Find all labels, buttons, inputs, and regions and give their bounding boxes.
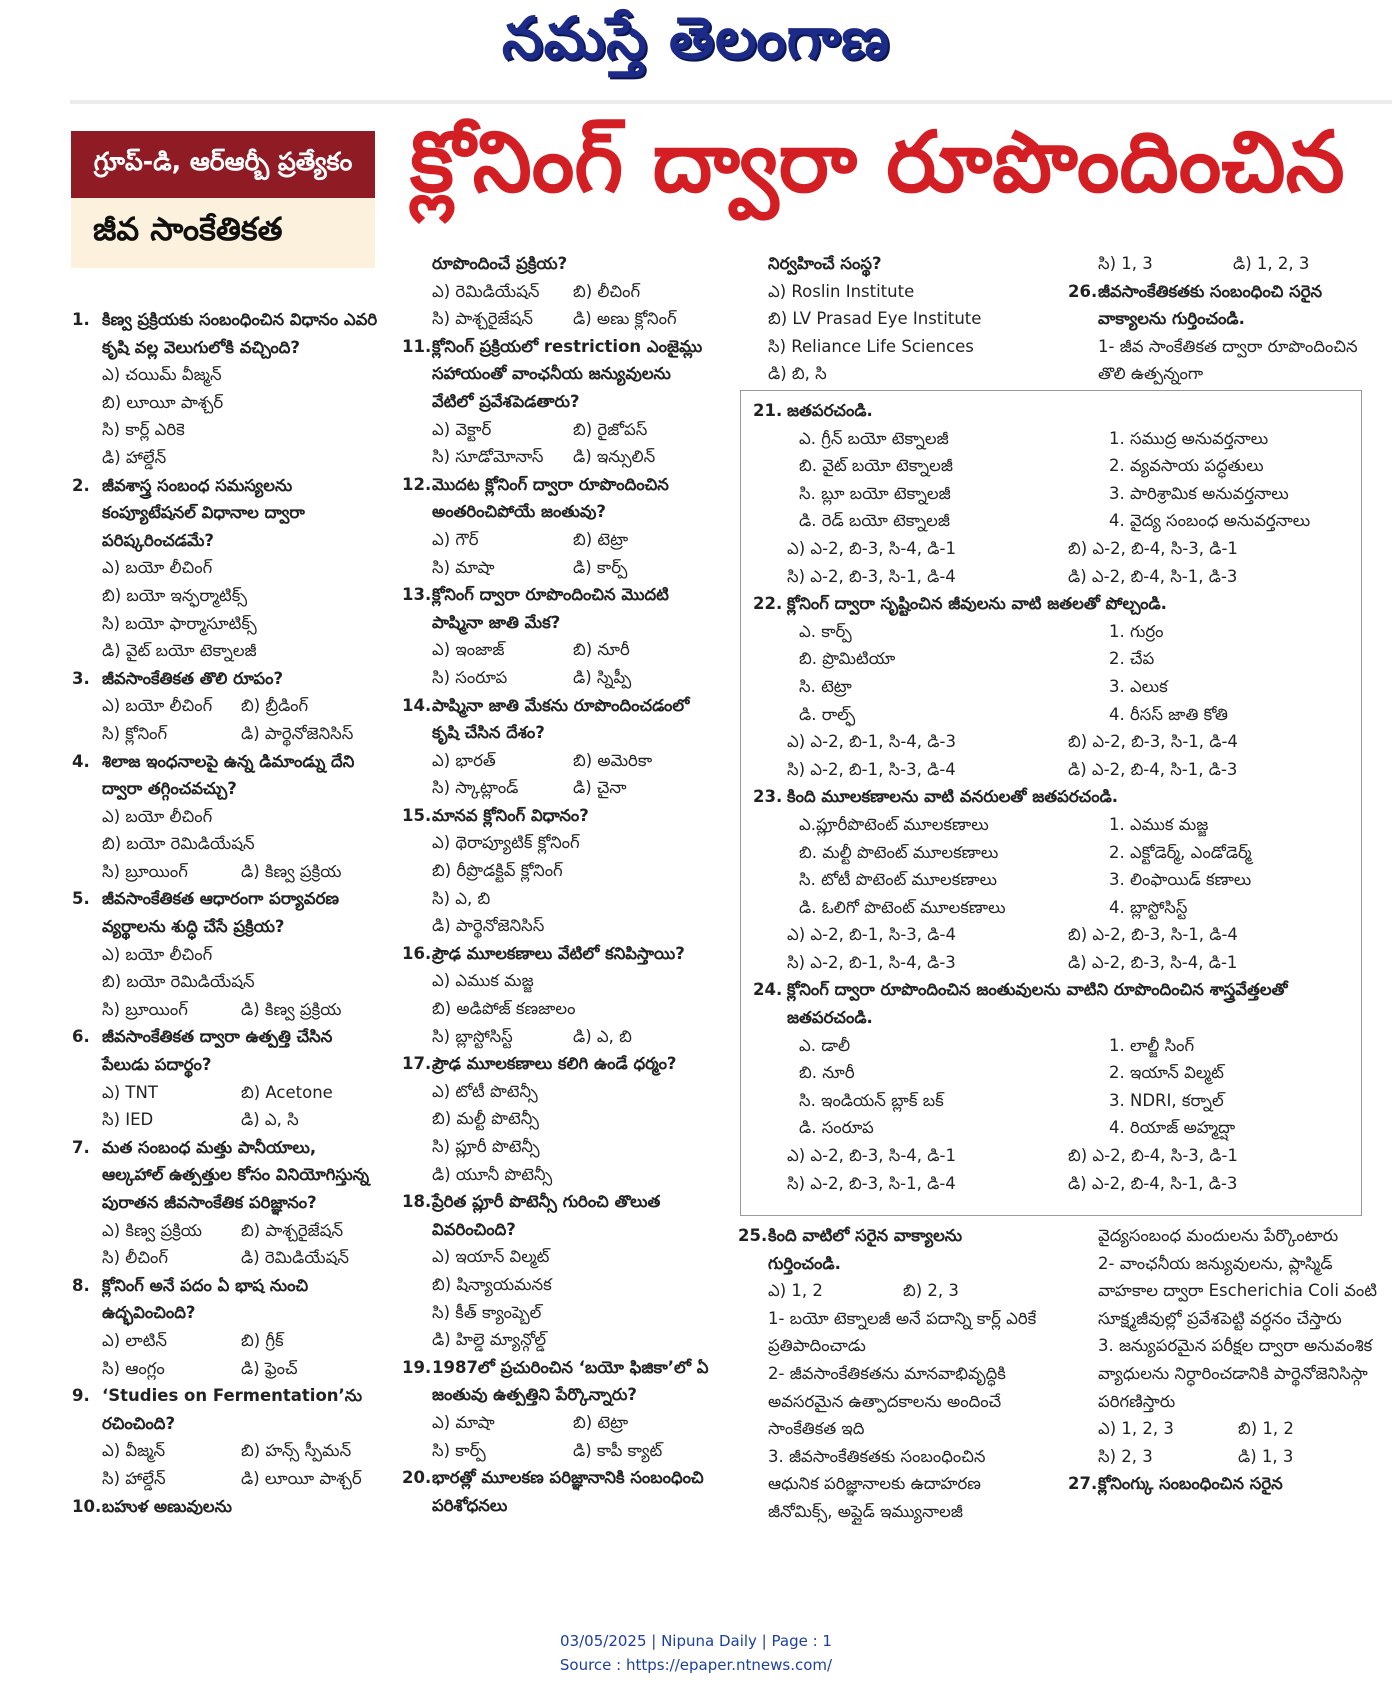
answer-option: ఎ) 1, 2, 3 <box>1098 1419 1174 1439</box>
question <box>753 783 1349 811</box>
answer-option: డి) ఎ, సి <box>241 1110 299 1130</box>
column-3 <box>738 250 1038 388</box>
question-number: 19. <box>402 1357 432 1377</box>
statement-line: 2- వాంఛనీయ జన్యువులను, ప్లాస్మిడ్ వాహకాల ద్వారా Escherichia Coli వంటి సూక్ష్మజీవుల్లో ప్రవేశపెట్టి వర్ధనం చేస్తారు <box>1098 1253 1378 1328</box>
answer-option-row <box>402 747 714 775</box>
match-right: 4. రీసస్ జాతి కోతి <box>1109 704 1228 724</box>
answer-option-row <box>72 692 380 720</box>
answer-option: బి) Acetone <box>241 1082 333 1102</box>
question-number: 10. <box>72 1496 102 1516</box>
answer-option: బి) లూయీ పాశ్చర్ <box>102 392 224 412</box>
answer-option: ఎ) బయో లీచింగ్ <box>102 696 213 716</box>
answer-option-row <box>1068 1415 1378 1443</box>
answer-option-row <box>72 858 380 886</box>
question-number: 4. <box>72 751 90 771</box>
answer-option: ఎ) బయో లీచింగ్ <box>102 558 213 578</box>
question-number: 15. <box>402 805 432 825</box>
question <box>72 1023 380 1078</box>
answer-option: డి) యూనీ పొటెన్సీ <box>432 1164 553 1184</box>
answer-option-row <box>753 756 1349 784</box>
question <box>402 692 714 747</box>
masthead-logo: నమస్తే తెలంగాణ <box>502 4 890 72</box>
answer-option: బి) 2, 3 <box>903 1281 959 1301</box>
question <box>72 472 380 555</box>
answer-option: బి) నూరీ <box>573 640 630 660</box>
answer-option: డి) రెమిడియేషన్ <box>241 1248 349 1268</box>
question-number: 2. <box>72 475 90 495</box>
question <box>72 1493 380 1521</box>
section-tag: గ్రూప్-డి, ఆర్ఆర్బీ ప్రత్యేకం <box>71 131 375 198</box>
answer-option-row <box>72 1437 380 1465</box>
answer-option-row <box>402 636 714 664</box>
question-number: 23. <box>753 787 783 807</box>
answer-option: డి) కిణ్వ ప్రక్రియ <box>241 861 342 881</box>
answer-option: బి) షిన్యాయమనక <box>432 1274 552 1294</box>
answer-option: బి) 1, 2 <box>1238 1419 1294 1439</box>
answer-option: ఎ) వీజ్మన్ <box>102 1441 166 1461</box>
answer-option: సి) ఎ-2, బి-1, సి-3, డి-4 <box>787 759 956 779</box>
question <box>72 1382 380 1437</box>
question-text: క్లోనింగ్ ప్రక్రియలో restriction ఎంజైమ్లు సహాయంతో వాంఛనీయ జన్యువులను వేటిలో ప్రవేశపెడతారు? <box>432 336 703 411</box>
answer-option: డి) లూయీ పాశ్చర్ <box>241 1468 362 1488</box>
answer-option-row <box>402 1023 714 1051</box>
match-row <box>753 1032 1349 1060</box>
answer-option: ఎ) ఎముక మజ్జ <box>432 971 534 991</box>
question <box>1068 1470 1378 1498</box>
answer-option: సి) బయో ఫార్మాసూటిక్స్ <box>102 613 257 633</box>
question-text: జీవసాంకేతికత తొలి రూపం? <box>102 668 284 688</box>
answer-option: ఎ) లాటిన్ <box>102 1330 168 1350</box>
match-right: 1. సముద్ర అనువర్తనాలు <box>1109 428 1269 448</box>
match-right: 4. వైద్య సంబంధ అనువర్తనాలు <box>1109 511 1311 531</box>
match-right: 1. ఎముక మజ్జ <box>1109 814 1209 834</box>
column-1 <box>72 306 380 1520</box>
answer-option: బి) పాశ్చరైజేషన్ <box>241 1220 344 1240</box>
match-left: సి. టోటీ పొటెంట్ మూలకణాలు <box>799 870 997 890</box>
answer-option-row <box>402 278 714 306</box>
answer-option: ఎ) ఎ-2, బి-3, సి-4, డి-1 <box>787 1146 956 1166</box>
answer-option: సి) బ్రూయింగ్ <box>102 861 188 881</box>
answer-option-row <box>753 1142 1349 1170</box>
answer-option: ఎ) వెక్టార్ <box>432 419 492 439</box>
answer-option: సి) హాల్డేన్ <box>102 1468 166 1488</box>
answer-option-row <box>753 728 1349 756</box>
question-number: 11. <box>402 336 432 356</box>
answer-option-row <box>402 554 714 582</box>
question-number: 22. <box>753 594 783 614</box>
answer-option-row <box>72 1355 380 1383</box>
answer-option: బి) రీప్రొడక్టివ్ క్లోనింగ్ <box>432 861 563 881</box>
answer-option-row <box>72 1217 380 1245</box>
answer-option: సి) సూడోమోనాస్ <box>432 447 544 467</box>
question-text: జీవసాంకేతికత ఆధారంగా పర్యావరణ వ్యర్థాలను శుద్ధి చేసే ప్రక్రియ? <box>102 889 340 937</box>
answer-option: బి) మల్టీ పొటెన్సీ <box>432 1109 539 1129</box>
question-text: క్లోనింగ్ అనే పదం ఏ భాష నుంచి ఉద్భవించింది? <box>102 1275 309 1323</box>
answer-option: ఎ) Roslin Institute <box>768 281 915 301</box>
answer-option: సి) ఎ-2, బి-1, సి-4, డి-3 <box>787 952 956 972</box>
answer-option: సి) Reliance Life Sciences <box>768 336 974 356</box>
match-row <box>753 673 1349 701</box>
statement-line: 1- బయో టెక్నాలజీ అనే పదాన్ని కార్ల్ ఎరికే ప్రతిపాదించాడు <box>768 1308 1037 1356</box>
answer-option-row <box>753 563 1349 591</box>
question-text: 1987లో ప్రచురించిన ‘బయో ఫిజికా’లో ఏ జంతువు ఉత్పత్తిని పేర్కొన్నారు? <box>432 1357 709 1405</box>
answer-option: సి) ప్లూరీ పొటెన్సీ <box>432 1137 540 1156</box>
question-text: పాష్మినా జాతి మేకను రూపొందించడంలో కృషి చేసిన దేశం? <box>432 695 690 743</box>
answer-option: డి) కాపీ క్యాట్ <box>573 1440 663 1460</box>
answer-option: సి) మాషా <box>432 557 495 577</box>
question <box>72 306 380 361</box>
match-right: 4. రియాజ్ అహ్మద్షా <box>1109 1118 1236 1138</box>
question-number: 20. <box>402 1468 432 1488</box>
question-text: ప్రౌఢ మూలకణాలు కలిగి ఉండే ధర్మం? <box>432 1054 677 1074</box>
answer-option: సి) బ్లాస్టోసిస్ట్ <box>432 1026 513 1046</box>
answer-option: సి) ఆంగ్లం <box>102 1358 165 1378</box>
question <box>738 1222 1038 1277</box>
question-number: 7. <box>72 1137 90 1157</box>
match-row <box>753 452 1349 480</box>
question-number: 9. <box>72 1386 90 1406</box>
answer-option: బి) లీచింగ్ <box>573 281 641 301</box>
answer-option: బి) హన్స్ స్పీమన్ <box>241 1441 352 1461</box>
question <box>1068 278 1368 333</box>
answer-option: బి) అడిపోజ్ కణజాలం <box>432 999 576 1019</box>
match-left: బి. వైట్ బయో టెక్నాలజీ <box>799 456 953 476</box>
question-text: కింది మూలకణాలను వాటి వనరులతో జతపరచండి. <box>787 787 1119 807</box>
answer-option: బి) గ్రీక్ <box>241 1330 284 1350</box>
question-text: క్లోనింగ్ ద్వారా సృష్టించిన జీవులను వాటి జతలతో పోల్చండి. <box>787 594 1167 614</box>
question <box>72 1272 380 1327</box>
continued-question-text: రూపొందించే ప్రక్రియ? <box>432 254 568 273</box>
continued-question-text: నిర్వహించే సంస్థ? <box>768 254 882 273</box>
answer-option: డి) బి, సి <box>768 364 827 384</box>
match-right: 2. ఎక్టోడెర్మ్, ఎండోడెర్మ్ <box>1109 842 1252 862</box>
question <box>753 590 1349 618</box>
question-text: భారత్లో మూలకణ పరిజ్ఞానానికి సంబంధించి పరిశోధనలు <box>432 1468 704 1515</box>
answer-option: బి) ఎ-2, బి-4, సి-3, డి-1 <box>1068 1146 1238 1166</box>
match-questions-box <box>740 390 1362 1216</box>
answer-option: బి) ఎ-2, బి-4, సి-3, డి-1 <box>1068 538 1238 558</box>
headline: క్లోనింగ్ ద్వారా రూపొందించిన <box>410 113 1345 211</box>
answer-option: ఎ) 1, 2 <box>768 1281 823 1301</box>
answer-option: సి) బ్రూయింగ్ <box>102 999 188 1019</box>
match-row <box>753 480 1349 508</box>
match-left: సి. బ్లూ బయో టెక్నాలజీ <box>799 483 951 503</box>
match-row <box>753 894 1349 922</box>
question-number: 14. <box>402 695 432 715</box>
question <box>402 581 714 636</box>
question <box>402 802 714 830</box>
match-left: ఎ. డాలీ <box>799 1035 851 1055</box>
question-text: జీవసాంకేతికతకు సంబంధించి సరైన వాక్యాలను గుర్తించండి. <box>1098 281 1323 329</box>
answer-option: ఎ) బయో లీచింగ్ <box>102 944 213 964</box>
answer-option-row <box>402 1437 714 1465</box>
question-text: మానవ క్లోనింగ్ విధానం? <box>432 805 589 825</box>
answer-option: బి) LV Prasad Eye Institute <box>768 309 982 329</box>
question-number: 26. <box>1068 281 1098 301</box>
answer-option: డి) స్నిప్పీ <box>573 667 632 687</box>
footer-date-line: 03/05/2025 | Nipuna Daily | Page : 1 <box>560 1632 832 1650</box>
answer-option: ఎ) TNT <box>102 1082 158 1102</box>
question-text: కింది వాటిలో సరైన వాక్యాలను గుర్తించండి. <box>768 1226 963 1273</box>
question-number: 17. <box>402 1054 432 1074</box>
answer-option: ఎ) రెమిడియేషన్ <box>432 281 540 301</box>
answer-option-row <box>753 921 1349 949</box>
question-text: ‘Studies on Fermentation’ను రచించింది? <box>102 1386 363 1433</box>
statement-line: వైద్యసంబంధ మందులను పేర్కొంటారు <box>1098 1226 1339 1245</box>
answer-option: ఎ) బయో లీచింగ్ <box>102 806 213 826</box>
match-left: బి. మల్టీ పొటెంట్ మూలకణాలు <box>799 842 999 862</box>
answer-option: డి) ఎ, బి <box>573 1026 632 1046</box>
match-right: 2. చేప <box>1109 649 1155 669</box>
question-text: ప్రేరిత ప్లూరీ పొటెన్సీ గురించి తొలుత వివరించింది? <box>432 1192 661 1239</box>
answer-option: బి) బయో రెమిడియేషన్ <box>102 972 255 992</box>
footer-source-link[interactable]: Source : https://epaper.ntnews.com/ <box>559 1656 833 1674</box>
question-number: 13. <box>402 585 432 605</box>
answer-option: సి) 2, 3 <box>1098 1446 1153 1466</box>
answer-option: డి) ఎ-2, బి-4, సి-1, డి-3 <box>1068 566 1238 586</box>
match-row <box>753 645 1349 673</box>
answer-option: డి) కార్ప్ <box>573 557 628 577</box>
question <box>72 1134 380 1217</box>
match-right: 2. ఇయాన్ విల్మట్ <box>1109 1063 1224 1083</box>
answer-option: సి) కీత్ క్యాంప్బెల్ <box>432 1302 542 1322</box>
match-left: డి. రాల్ఫ్ <box>799 704 856 724</box>
answer-option: డి) చైనా <box>573 778 627 798</box>
question-number: 16. <box>402 943 432 963</box>
question-number: 25. <box>738 1226 768 1245</box>
answer-option: బి) ఎ-2, బి-3, సి-1, డి-4 <box>1068 732 1238 752</box>
question <box>72 665 380 693</box>
answer-option: సి) పాశ్చరైజేషన్ <box>432 309 533 329</box>
question <box>402 333 714 416</box>
answer-option-row <box>1068 1443 1378 1471</box>
match-left: ఎ.ప్లూరీపొటెంట్ మూలకణాలు <box>799 814 989 834</box>
question-text: మొదట క్లోనింగ్ ద్వారా రూపొందించిన అంతరించిపోయే జంతువు? <box>432 474 669 522</box>
question <box>402 1050 714 1078</box>
question <box>753 976 1349 1031</box>
answer-option: డి) ఎ-2, బి-4, సి-1, డి-3 <box>1068 1173 1238 1193</box>
column-4 <box>1068 250 1368 388</box>
answer-option: సి) 1, 3 <box>1098 254 1153 273</box>
question-text: జీవశాస్త్ర సంబంధ సమస్యలను కంప్యూటేషనల్ విధానాల ద్వారా పరిష్కరించడమే? <box>102 475 305 550</box>
answer-option-row <box>402 526 714 554</box>
answer-option-row <box>72 1106 380 1134</box>
answer-option: సి) స్కాట్లాండ్ <box>432 778 519 798</box>
question-text: క్లోనింగ్ ద్వారా రూపొందించిన జంతువులను వాటిని రూపొందించిన శాస్త్రవేత్తలతో జతపరచండి. <box>787 980 1288 1028</box>
answer-option: బి) బయో రెమిడియేషన్ <box>102 834 255 854</box>
answer-option: డి) ఫ్రెంచ్ <box>241 1358 298 1378</box>
answer-option: డి) హిల్డె మ్యాన్గోల్డ్ <box>432 1330 547 1350</box>
answer-option: సి) ఎ-2, బి-3, సి-1, డి-4 <box>787 1173 956 1193</box>
question-text: శిలాజ ఇంధనాలపై ఉన్న డిమాండ్ను దేని ద్వారా తగ్గించవచ్చు? <box>102 751 355 799</box>
answer-option: డి) 1, 2, 3 <box>1233 254 1310 273</box>
answer-option-row <box>402 443 714 471</box>
match-left: ఎ. గ్రీన్ బయో టెక్నాలజీ <box>799 428 949 448</box>
answer-option-row <box>72 1465 380 1493</box>
answer-option: బి) టెట్రా <box>573 1412 629 1432</box>
answer-option-row <box>753 949 1349 977</box>
match-row <box>753 1087 1349 1115</box>
answer-option: బి) బయో ఇన్ఫర్మాటిక్స్ <box>102 585 248 605</box>
answer-option: బి) బ్రీడింగ్ <box>241 696 309 716</box>
answer-option: ఎ) కిణ్వ ప్రక్రియ <box>102 1220 203 1240</box>
match-right: 3. పారిశ్రామిక అనువర్తనాలు <box>1109 483 1289 503</box>
column-6 <box>1068 1222 1378 1498</box>
answer-option-row <box>72 996 380 1024</box>
match-right: 3. లింఫాయిడ్ కణాలు <box>1109 870 1252 890</box>
question-text: మత సంబంధ మత్తు పానీయాలు, ఆల్కహాల్ ఉత్పత్తుల కోసం వినియోగిస్తున్న పురాతన జీవసాంకేతిక పరిజ్ఞానం? <box>102 1137 370 1212</box>
question-text: జతపరచండి. <box>787 401 873 420</box>
answer-option: డి) ఎ-2, బి-3, సి-4, డి-1 <box>1068 952 1238 972</box>
answer-option-row <box>72 1327 380 1355</box>
answer-option: సి) క్లోనింగ్ <box>102 723 168 743</box>
question-number: 27. <box>1068 1474 1098 1494</box>
subject-label: జీవ సాంకేతికత <box>71 198 375 268</box>
column-5 <box>738 1222 1038 1526</box>
answer-option: సి) IED <box>102 1110 154 1130</box>
answer-option: బి) రైజోపస్ <box>573 419 648 439</box>
question-text: క్లోనింగ్ ద్వారా రూపొందించిన మొదటి పాష్మినా జాతి మేక? <box>432 585 669 632</box>
question <box>402 471 714 526</box>
question <box>72 885 380 940</box>
answer-option-row <box>402 774 714 802</box>
match-left: డి. రెడ్ బయో టెక్నాలజీ <box>799 511 950 531</box>
answer-option: డి) పార్థెనోజెనిసిస్ <box>432 916 545 936</box>
question-text: క్లోనింగ్కు సంబంధించిన సరైన <box>1098 1474 1283 1494</box>
question-number: 6. <box>72 1027 90 1047</box>
answer-option: డి) కిణ్వ ప్రక్రియ <box>241 999 342 1019</box>
answer-option-row <box>72 1244 380 1272</box>
match-row <box>753 507 1349 535</box>
answer-option-row <box>402 664 714 692</box>
question-number: 24. <box>753 980 783 1000</box>
question <box>402 1354 714 1409</box>
answer-option: డి) హాల్డేన్ <box>102 447 167 467</box>
match-left: సి. ఇండియన్ బ్లాక్ బక్ <box>799 1090 944 1110</box>
answer-option-row <box>72 720 380 748</box>
answer-option-row <box>402 416 714 444</box>
question-number: 1. <box>72 310 90 329</box>
match-row <box>753 618 1349 646</box>
match-right: 1. లాల్జీ సింగ్ <box>1109 1035 1195 1055</box>
answer-option: ఎ) భారత్ <box>432 750 496 770</box>
match-left: డి. సంరూప <box>799 1118 874 1138</box>
question <box>402 1464 714 1519</box>
answer-option: ఎ) థెరాప్యూటిక్ క్లోనింగ్ <box>432 833 580 853</box>
match-right: 3. NDRI, కర్నాల్ <box>1109 1090 1224 1110</box>
answer-option: సి) కార్ల్ ఎరికె <box>102 420 185 440</box>
answer-option: బి) ఎ-2, బి-3, సి-1, డి-4 <box>1068 925 1238 945</box>
answer-option-row <box>738 1277 1038 1305</box>
answer-option: డి) పార్థెనోజెనిసిస్ <box>241 723 354 743</box>
match-left: బి. ప్రొమిటియా <box>799 649 896 669</box>
statement-line: 3. జీవసాంకేతికతకు సంబంధించిన ఆధునిక పరిజ్ఞానాలకు ఉదాహరణ జీనోమిక్స్, అప్లైడ్ ఇమ్యునాలజీ <box>768 1446 986 1521</box>
question-text: బహుళ అణువులను <box>102 1496 232 1516</box>
match-left: ఎ. కార్ప్ <box>799 621 852 641</box>
question-number: 21. <box>753 401 783 420</box>
question <box>402 940 714 968</box>
question-number: 12. <box>402 474 432 494</box>
answer-option: డి) ఇన్సులిన్ <box>573 447 656 467</box>
question-number: 3. <box>72 668 90 688</box>
match-row <box>753 1114 1349 1142</box>
answer-option: డి) ఎ-2, బి-4, సి-1, డి-3 <box>1068 759 1238 779</box>
answer-option: సి) ఎ-2, బి-3, సి-1, డి-4 <box>787 566 956 586</box>
match-row <box>753 701 1349 729</box>
answer-option: సి) కార్ప్ <box>432 1440 486 1460</box>
match-right: 3. ఎలుక <box>1109 676 1168 696</box>
question-text: ప్రౌఢ మూలకణాలు వేటిలో కనిపిస్తాయి? <box>432 943 685 963</box>
answer-option: ఎ) మాషా <box>432 1412 495 1432</box>
match-row <box>753 811 1349 839</box>
answer-option-row <box>402 1409 714 1437</box>
question <box>72 748 380 803</box>
question <box>753 397 1349 425</box>
answer-option: డి) 1, 3 <box>1238 1446 1294 1466</box>
match-row <box>753 425 1349 453</box>
match-row <box>753 1059 1349 1087</box>
statement-line: 2- జీవసాంకేతికతను మానవాభివృద్ధికి అవసరమైన ఉత్పాదకాలను అందించే సాంకేతికత ఇది <box>768 1363 1006 1439</box>
question-number: 5. <box>72 889 90 909</box>
answer-option: సి) లీచింగ్ <box>102 1248 168 1268</box>
answer-option: ఎ) ఇయాన్ విల్మట్ <box>432 1247 550 1267</box>
match-right: 4. బ్లాస్టోసిస్ట్ <box>1109 897 1188 917</box>
answer-option-row <box>402 305 714 333</box>
answer-option: సి) ఎ, బి <box>432 888 491 908</box>
match-row <box>753 839 1349 867</box>
question-number: 8. <box>72 1275 90 1295</box>
answer-option: బి) అమెరికా <box>573 750 653 770</box>
match-left: సి. టెట్రా <box>799 676 852 696</box>
match-right: 2. వ్యవసాయ పద్ధతులు <box>1109 456 1264 476</box>
question <box>402 1188 714 1243</box>
answer-option: ఎ) చయిమ్ వీజ్మన్ <box>102 365 222 385</box>
answer-option: సి) సంరూప <box>432 667 508 687</box>
match-row <box>753 866 1349 894</box>
answer-option: ఎ) ఎ-2, బి-3, సి-4, డి-1 <box>787 538 956 558</box>
statement-line: 1- జీవ సాంకేతికత ద్వారా రూపొందించిన తొలి ఉత్పన్నంగా <box>1098 336 1358 384</box>
answer-option: ఎ) ఎ-2, బి-1, సి-3, డి-4 <box>787 925 956 945</box>
answer-option-row <box>753 535 1349 563</box>
answer-option: ఎ) టోటీ పొటెన్సీ <box>432 1081 538 1101</box>
match-right: 1. గుర్రం <box>1109 621 1164 641</box>
answer-option-row <box>1068 250 1368 278</box>
answer-option: డి) అణు క్లోనింగ్ <box>573 309 677 329</box>
answer-option: డి) వైట్ బయో టెక్నాలజీ <box>102 641 257 661</box>
match-left: డి. ఓలిగో పొటెంట్ మూలకణాలు <box>799 897 1006 917</box>
question-text: కిణ్వ ప్రక్రియకు సంబంధించిన విధానం ఎవరి కృషి వల్ల వెలుగులోకి వచ్చింది? <box>102 310 378 357</box>
question-number: 18. <box>402 1192 432 1212</box>
answer-option: ఎ) గౌర్ <box>432 529 479 549</box>
answer-option: ఎ) ఎ-2, బి-1, సి-4, డి-3 <box>787 732 956 752</box>
column-2 <box>402 250 714 1519</box>
header-divider <box>70 100 1392 104</box>
match-left: బి. నూరీ <box>799 1063 855 1083</box>
statement-line: 3. జన్యుపరమైన పరీక్షల ద్వారా అనువంశిక వ్యాధులను నిర్ధారించడానికి పార్థెనోజెనిసిస్గా పరిగణిస్తారు <box>1098 1336 1373 1411</box>
answer-option: ఎ) ఇంజాజ్ <box>432 640 505 660</box>
answer-option: బి) టెట్రా <box>573 529 629 549</box>
question-text: జీవసాంకేతికత ద్వారా ఉత్పత్తి చేసిన పేలుడు పదార్థం? <box>102 1027 333 1075</box>
answer-option-row <box>72 1079 380 1107</box>
answer-option-row <box>753 1170 1349 1198</box>
